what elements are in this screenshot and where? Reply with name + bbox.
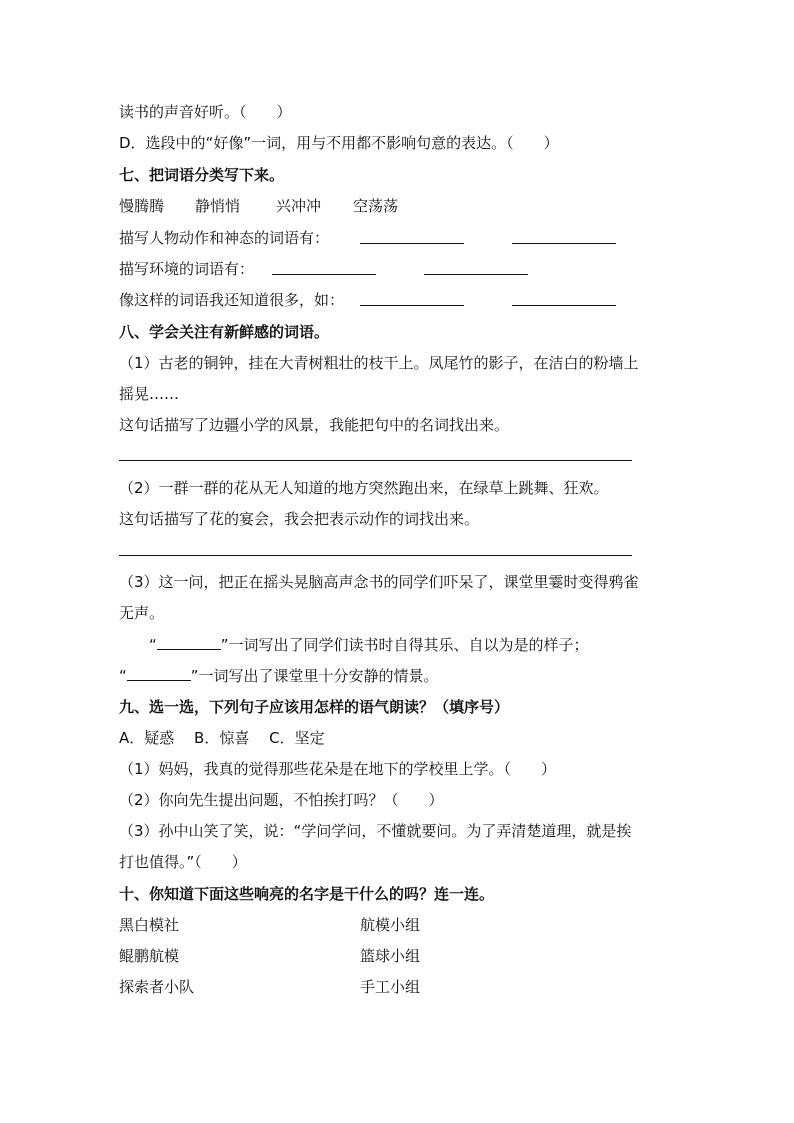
q7-prompt-3: 像这样的词语我还知道很多，如： xyxy=(119,291,345,309)
q9-sentence-2: （2）你向先生提出问题，不怕挨打吗？（ ） xyxy=(119,791,444,809)
q10-left-item[interactable]: 黑白模社 xyxy=(119,916,180,934)
q10-left-item[interactable]: 鲲鹏航模 xyxy=(119,947,180,965)
q10-right-item[interactable]: 篮球小组 xyxy=(360,947,421,965)
q8-sentence-3-line-2: 无声。 xyxy=(119,604,165,622)
q8-fill-1-open-quote: “ xyxy=(149,636,157,654)
q9-title: 九、选一选，下列句子应该用怎样的语气朗读？（填序号） xyxy=(119,698,510,716)
q10-left-item[interactable]: 探索者小队 xyxy=(119,978,195,996)
q9-options: A．疑惑 B．惊喜 C．坚定 xyxy=(119,729,325,747)
q8-answer-line-1[interactable] xyxy=(119,460,632,461)
q10-right-item[interactable]: 手工小组 xyxy=(360,978,421,996)
q8-fill-1 xyxy=(149,634,589,655)
q8-sentence-1-task: 这句话描写了边疆小学的风景，我能把句中的名词找出来。 xyxy=(119,416,510,434)
q9-sentence-3-line-2: 打也值得。”（ ） xyxy=(119,853,247,871)
q8-fill-1-blank[interactable] xyxy=(157,634,221,650)
q7-blank-3b[interactable] xyxy=(512,290,616,306)
q6-option-d: D．选段中的“好像”一词，用与不用都不影响句意的表达。（ ） xyxy=(119,134,559,152)
q8-sentence-1-line-2: 摇晃…… xyxy=(119,385,180,403)
q8-fill-1-tail: ”一词写出了同学们读书时自得其乐、自以为是的样子； xyxy=(220,636,589,654)
q10-title: 十、你知道下面这些响亮的名字是干什么的吗？连一连。 xyxy=(119,885,495,903)
q7-prompt-2: 描写环境的词语有： xyxy=(119,260,255,278)
q8-fill-2-open-quote: “ xyxy=(119,667,127,685)
q8-sentence-3-line-1: （3）这一问，把正在摇头晃脑高声念书的同学们吓呆了，课堂里霎时变得鸦雀 xyxy=(119,573,639,591)
q7-word-2: 静悄悄 xyxy=(195,197,241,215)
q7-blank-1a[interactable] xyxy=(360,228,464,244)
q7-blank-1b[interactable] xyxy=(512,228,616,244)
q9-sentence-1: （1）妈妈，我真的觉得那些花朵是在地下的学校里上学。（ ） xyxy=(119,760,557,778)
q7-word-4: 空荡荡 xyxy=(353,197,399,215)
q8-sentence-1-line-1: （1）古老的铜钟，挂在大青树粗壮的枝干上。凤尾竹的影子，在洁白的粉墙上 xyxy=(119,354,639,372)
q7-word-3: 兴冲冲 xyxy=(276,197,322,215)
q7-blank-2a[interactable] xyxy=(272,259,376,275)
q8-title: 八、学会关注有新鲜感的词语。 xyxy=(119,323,330,341)
q7-prompt-1: 描写人物动作和神态的词语有： xyxy=(119,229,330,247)
q8-fill-2-blank[interactable] xyxy=(127,665,191,681)
q6-option-c-tail: 读书的声音好听。（ ） xyxy=(119,103,292,121)
q10-right-item[interactable]: 航模小组 xyxy=(360,916,421,934)
q8-sentence-2-task: 这句话描写了花的宴会，我会把表示动作的词找出来。 xyxy=(119,510,480,528)
q7-word-1: 慢腾腾 xyxy=(119,197,165,215)
q7-word-list xyxy=(119,196,398,216)
q8-fill-2 xyxy=(119,665,439,686)
q7-title: 七、把词语分类写下来。 xyxy=(119,166,285,184)
q8-fill-2-tail: ”一词写出了课堂里十分安静的情景。 xyxy=(190,667,439,685)
q9-sentence-3-line-1: （3）孙中山笑了笑，说：“学问学问，不懂就要问。为了弄清楚道理，就是挨 xyxy=(119,822,632,840)
q7-blank-2b[interactable] xyxy=(424,259,528,275)
q8-sentence-2-line-1: （2）一群一群的花从无人知道的地方突然跑出来，在绿草上跳舞、狂欢。 xyxy=(119,479,609,497)
q8-answer-line-2[interactable] xyxy=(119,555,632,556)
q7-blank-3a[interactable] xyxy=(360,290,464,306)
